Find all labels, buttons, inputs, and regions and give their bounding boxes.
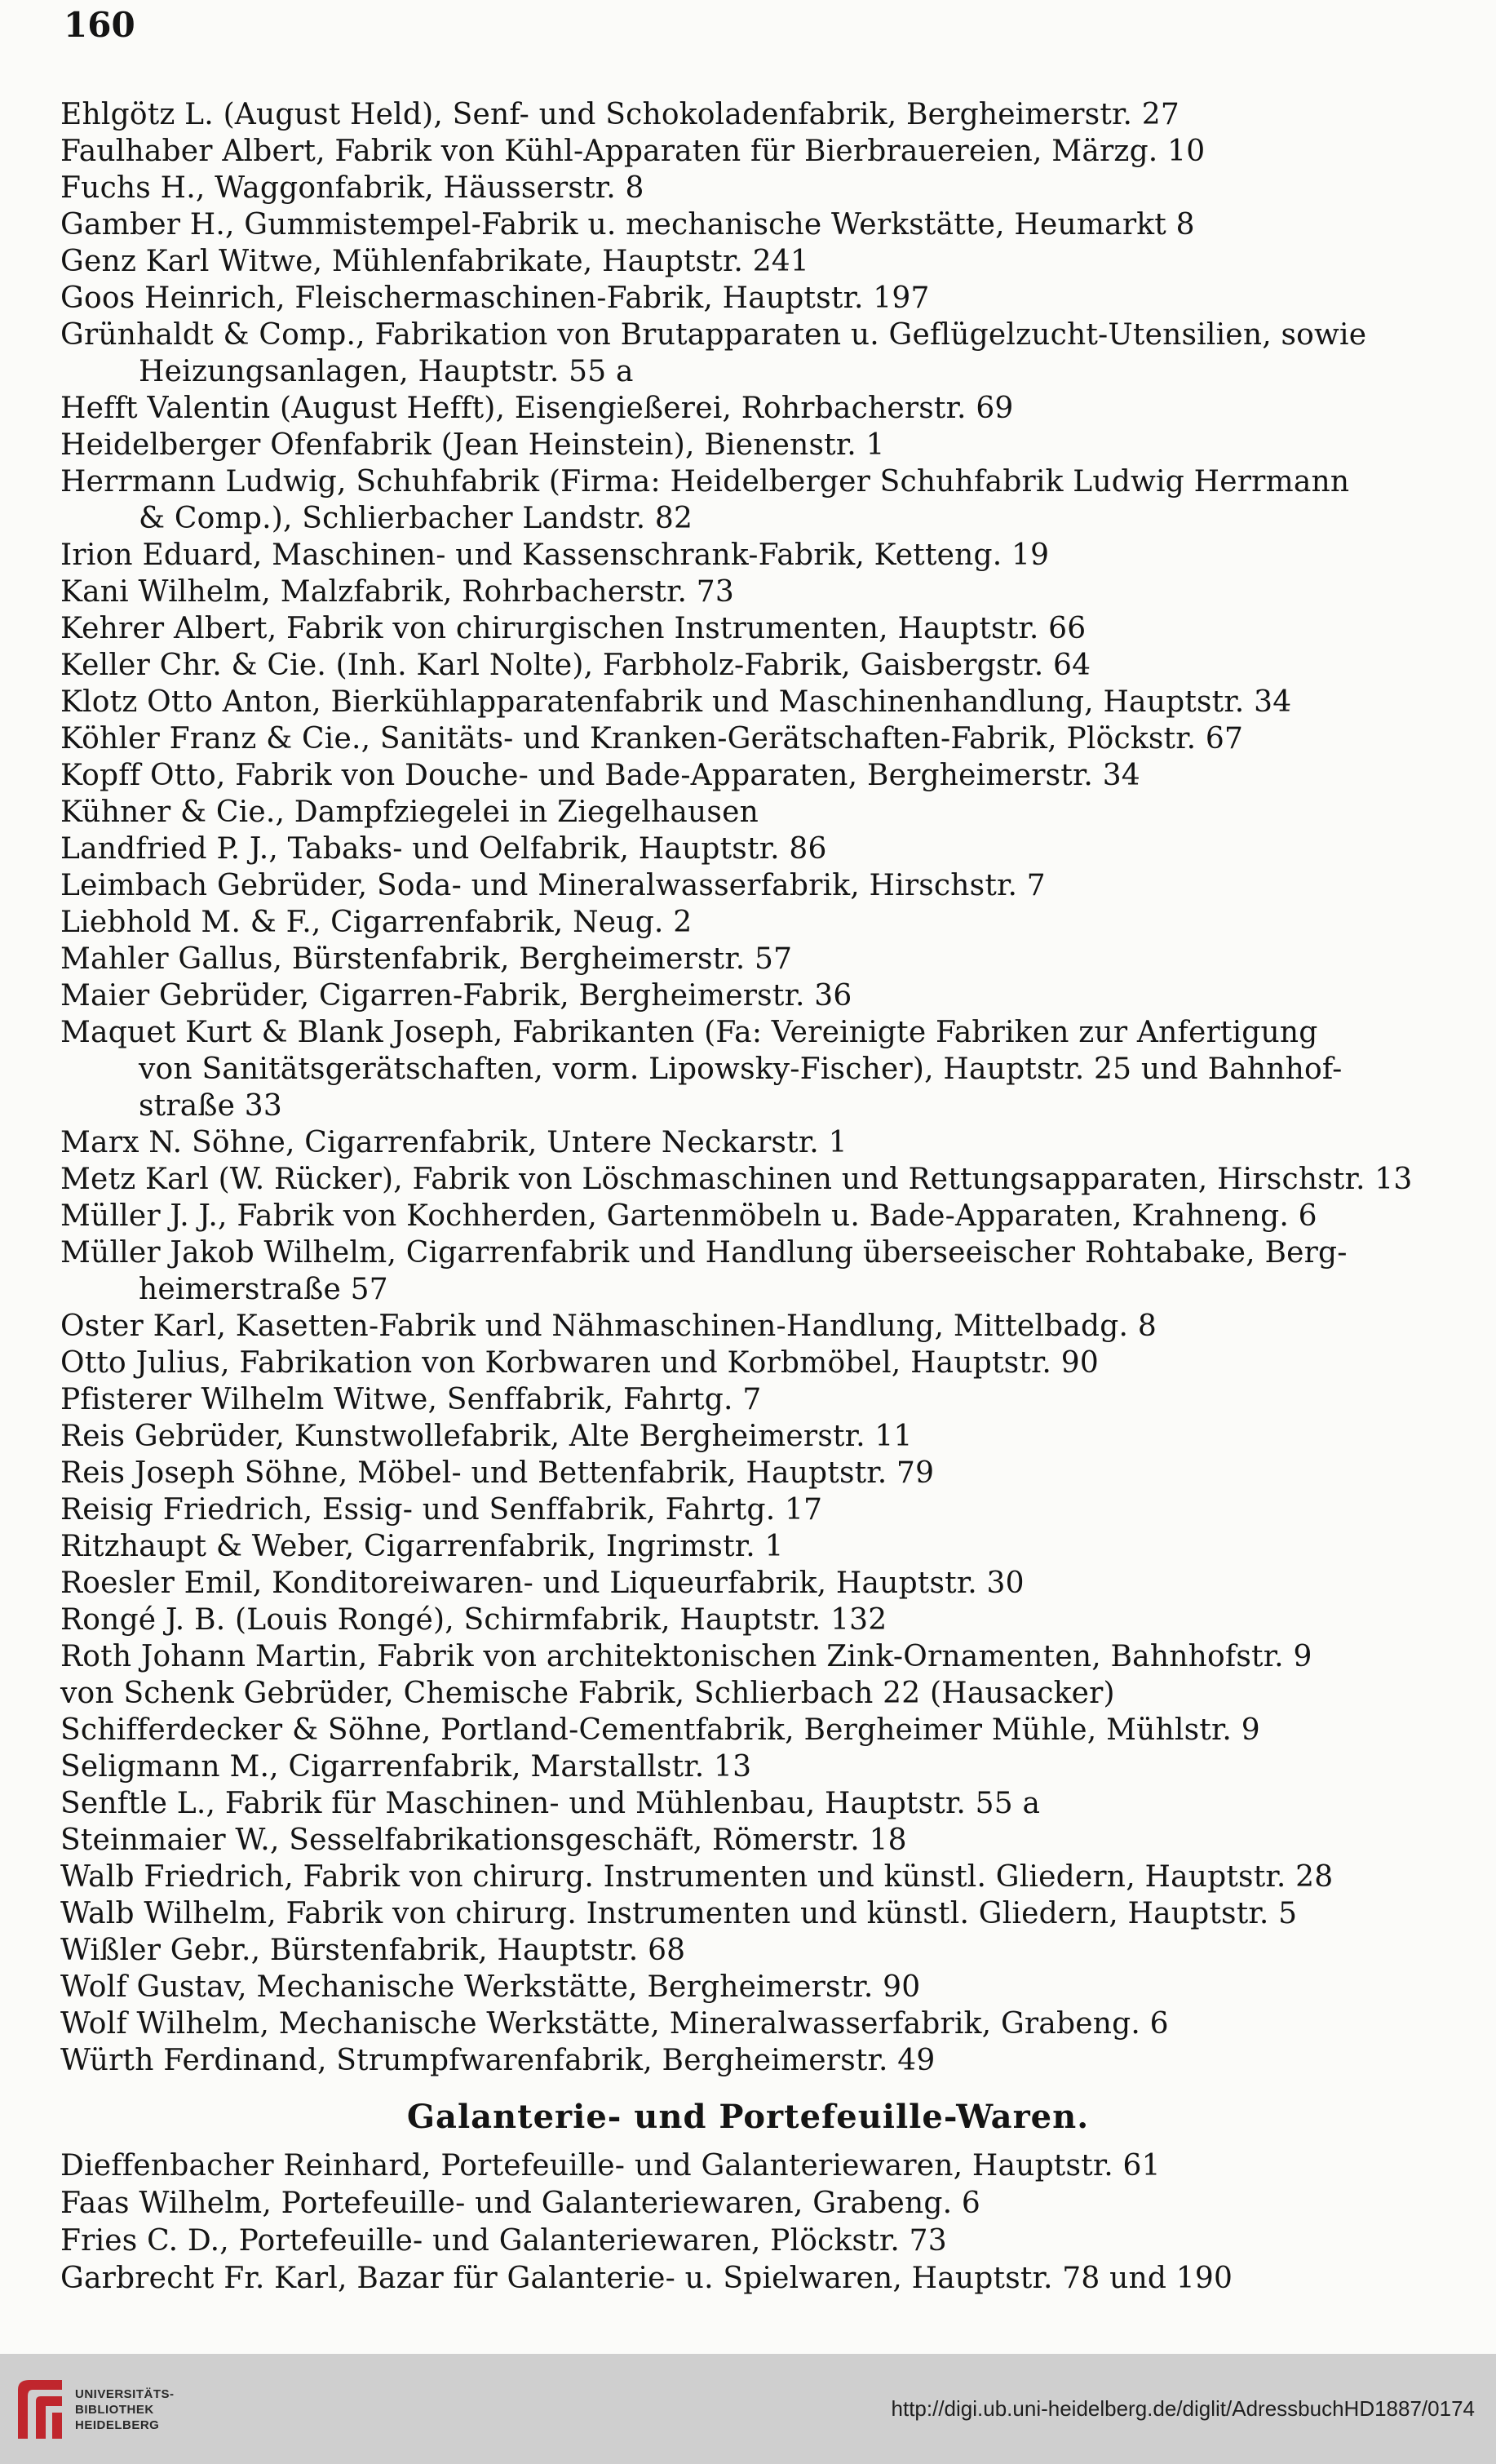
entry-text: Kehrer Albert, Fabrik von chirurgischen Instrumenten, Hauptstr. 66 (60, 612, 1087, 645)
entry-continuation: & Comp.), Schlierbacher Landstr. 82 (139, 502, 693, 535)
directory-entry (60, 574, 1414, 610)
directory-entry (60, 427, 1414, 463)
directory-entry (60, 317, 1414, 390)
entry-continuation: Heizungsanlagen, Hauptstr. 55 a (139, 355, 634, 388)
directory-entry (60, 831, 1414, 867)
entry-text: Goos Heinrich, Fleischermaschinen-Fabrik, Hauptstr. 197 (60, 281, 930, 315)
entry-text: Roesler Emil, Konditoreiwaren- und Liqueurfabrik, Hauptstr. 30 (60, 1567, 1025, 1600)
directory-entry (60, 2222, 1414, 2259)
entry-text: Pfisterer Wilhelm Witwe, Senffabrik, Fahrtg. 7 (60, 1383, 762, 1416)
directory-entry (60, 1822, 1414, 1859)
footer-bar (0, 2354, 1496, 2464)
library-name (75, 2386, 175, 2433)
directory-entry (60, 1859, 1414, 1895)
directory-entry (60, 1748, 1414, 1785)
directory-entry (60, 1198, 1414, 1234)
directory-entry (60, 463, 1414, 537)
entry-text: Oster Karl, Kasetten-Fabrik und Nähmaschinen-Handlung, Mittelbadg. 8 (60, 1310, 1157, 1343)
entry-text: Ehlgötz L. (August Held), Senf- und Schokoladenfabrik, Bergheimerstr. 27 (60, 98, 1180, 131)
directory-entry (60, 2147, 1414, 2184)
entry-text: Reis Gebrüder, Kunstwollefabrik, Alte Bergheimerstr. 11 (60, 1420, 913, 1453)
entry-text: Schifferdecker & Söhne, Portland-Cementfabrik, Bergheimer Mühle, Mühlstr. 9 (60, 1713, 1260, 1747)
entry-continuation: heimerstraße 57 (139, 1273, 388, 1306)
library-name-line: BIBLIOTHEK (75, 2403, 154, 2417)
entry-text: Wolf Gustav, Mechanische Werkstätte, Bergheimerstr. 90 (60, 1970, 921, 2004)
directory-entry (60, 390, 1414, 427)
directory-entry (60, 904, 1414, 941)
entry-continuation: straße 33 (139, 1089, 283, 1123)
entry-text: Wißler Gebr., Bürstenfabrik, Hauptstr. 68 (60, 1934, 686, 1967)
directory-entry (60, 2005, 1414, 2042)
entry-text: Roth Johann Martin, Fabrik von architektonischen Zink-Ornamenten, Bahnhofstr. 9 (60, 1640, 1312, 1673)
directory-entry (60, 941, 1414, 977)
entry-text: Keller Chr. & Cie. (Inh. Karl Nolte), Farbholz-Fabrik, Gaisbergstr. 64 (60, 649, 1091, 682)
directory-entry (60, 1381, 1414, 1418)
library-emblem-icon (11, 2373, 69, 2447)
entry-text: Maier Gebrüder, Cigarren-Fabrik, Bergheimerstr. 36 (60, 979, 852, 1013)
entry-text: Klotz Otto Anton, Bierkühlapparatenfabrik und Maschinenhandlung, Hauptstr. 34 (60, 685, 1292, 719)
entry-text: Köhler Franz & Cie., Sanitäts- und Kranken-Gerätschaften-Fabrik, Plöckstr. 67 (60, 722, 1244, 756)
entry-text: Kani Wilhelm, Malzfabrik, Rohrbacherstr. 73 (60, 575, 735, 609)
entry-text: von Schenk Gebrüder, Chemische Fabrik, Schlierbach 22 (Hausacker) (60, 1677, 1115, 1710)
directory-entry (60, 1308, 1414, 1345)
directory-entry (60, 280, 1414, 317)
source-url-link[interactable]: http://digi.ub.uni-heidelberg.de/diglit/AdressbuchHD1887/0174 (891, 2396, 1475, 2421)
directory-entry (60, 206, 1414, 243)
directory-entry (60, 794, 1414, 831)
entry-text: Otto Julius, Fabrikation von Korbwaren und Korbmöbel, Hauptstr. 90 (60, 1346, 1099, 1380)
directory-entry (60, 1491, 1414, 1528)
section-heading: Galanterie- und Portefeuille-Waren. (406, 2098, 1090, 2136)
entry-text: Ritzhaupt & Weber, Cigarrenfabrik, Ingrimstr. 1 (60, 1530, 784, 1563)
directory-entry (60, 1565, 1414, 1602)
entry-text: Walb Friedrich, Fabrik von chirurg. Instrumenten und künstl. Gliedern, Hauptstr. 28 (60, 1860, 1334, 1894)
entry-text: Genz Karl Witwe, Mühlenfabrikate, Hauptstr. 241 (60, 245, 810, 278)
entry-text: Metz Karl (W. Rücker), Fabrik von Löschmaschinen und Rettungsapparaten, Hirschstr. 13 (60, 1163, 1413, 1196)
directory-entry (60, 1124, 1414, 1161)
entry-text: Wolf Wilhelm, Mechanische Werkstätte, Mineralwasserfabrik, Grabeng. 6 (60, 2007, 1169, 2041)
entry-text: Hefft Valentin (August Hefft), Eisengießerei, Rohrbacherstr. 69 (60, 392, 1014, 425)
entry-text: Dieffenbacher Reinhard, Portefeuille- und Galanteriewaren, Hauptstr. 61 (60, 2149, 1161, 2183)
directory-entry (60, 610, 1414, 647)
entry-text: Steinmaier W., Sesselfabrikationsgeschäft, Römerstr. 18 (60, 1824, 907, 1857)
directory-entry (60, 1455, 1414, 1491)
directory-entry (60, 1161, 1414, 1198)
entry-text: Landfried P. J., Tabaks- und Oelfabrik, Hauptstr. 86 (60, 832, 827, 866)
directory-entry (60, 1675, 1414, 1712)
entry-text: Reisig Friedrich, Essig- und Senffabrik, Fahrtg. 17 (60, 1493, 823, 1527)
directory-entry (60, 1895, 1414, 1932)
entry-text: Heidelberger Ofenfabrik (Jean Heinstein), Bienenstr. 1 (60, 428, 885, 462)
directory-entry (60, 720, 1414, 757)
directory-entry (60, 1528, 1414, 1565)
directory-entry (60, 96, 1414, 133)
directory-entry (60, 2260, 1414, 2297)
entry-text: Faulhaber Albert, Fabrik von Kühl-Apparaten für Bierbrauereien, Märzg. 10 (60, 135, 1206, 168)
directory-entry (60, 867, 1414, 904)
directory-entry (60, 1014, 1414, 1124)
entry-text: Mahler Gallus, Bürstenfabrik, Bergheimerstr. 57 (60, 942, 793, 976)
directory-entry (60, 1638, 1414, 1675)
entry-text: Seligmann M., Cigarrenfabrik, Marstallstr. 13 (60, 1750, 752, 1784)
entry-text: Fuchs H., Waggonfabrik, Häusserstr. 8 (60, 171, 644, 205)
library-name-line: UNIVERSITÄTS- (75, 2387, 175, 2401)
library-name-line: HEIDELBERG (75, 2418, 160, 2432)
directory-entry (60, 2185, 1414, 2222)
entry-text: Fries C. D., Portefeuille- und Galanteriewaren, Plöckstr. 73 (60, 2224, 947, 2258)
entry-text: Müller Jakob Wilhelm, Cigarrenfabrik und Handlung überseeischer Rohtabake, Berg- (60, 1236, 1348, 1270)
directory-entry (60, 757, 1414, 794)
entry-text: Marx N. Söhne, Cigarrenfabrik, Untere Neckarstr. 1 (60, 1126, 848, 1159)
directory-entry (60, 170, 1414, 206)
directory-entry (60, 133, 1414, 170)
entry-text: Leimbach Gebrüder, Soda- und Mineralwasserfabrik, Hirschstr. 7 (60, 869, 1046, 902)
entry-text: Garbrecht Fr. Karl, Bazar für Galanterie- u. Spielwaren, Hauptstr. 78 und 190 (60, 2262, 1233, 2295)
entry-text: Liebhold M. & F., Cigarrenfabrik, Neug. 2 (60, 906, 693, 939)
entry-text: Irion Eduard, Maschinen- und Kassenschrank-Fabrik, Ketteng. 19 (60, 538, 1050, 572)
entry-text: Gamber H., Gummistempel-Fabrik u. mechanische Werkstätte, Heumarkt 8 (60, 208, 1195, 242)
page-number: 160 (64, 5, 135, 45)
entry-continuation: von Sanitätsgerätschaften, vorm. Lipowsky-Fischer), Hauptstr. 25 und Bahnhof- (139, 1053, 1343, 1086)
entry-text: Faas Wilhelm, Portefeuille- und Galanteriewaren, Grabeng. 6 (60, 2187, 980, 2220)
directory-entry (60, 243, 1414, 280)
directory-entry (60, 1602, 1414, 1638)
directory-entry (60, 1932, 1414, 1969)
entry-text: Würth Ferdinand, Strumpfwarenfabrik, Bergheimerstr. 49 (60, 2044, 936, 2077)
entry-text: Senftle L., Fabrik für Maschinen- und Mühlenbau, Hauptstr. 55 a (60, 1787, 1041, 1820)
directory-entry (60, 684, 1414, 720)
directory-entry (60, 2042, 1414, 2079)
entry-text: Kühner & Cie., Dampfziegelei in Ziegelhausen (60, 795, 759, 829)
directory-entry (60, 537, 1414, 574)
directory-entry (60, 977, 1414, 1014)
entry-text: Herrmann Ludwig, Schuhfabrik (Firma: Heidelberger Schuhfabrik Ludwig Herrmann (60, 465, 1350, 499)
directory-entry (60, 1234, 1414, 1308)
directory-entry (60, 1712, 1414, 1748)
entry-text: Maquet Kurt & Blank Joseph, Fabrikanten (Fa: Vereinigte Fabriken zur Anfertigung (60, 1016, 1318, 1049)
entry-text: Rongé J. B. (Louis Rongé), Schirmfabrik, Hauptstr. 132 (60, 1603, 887, 1637)
entry-text: Walb Wilhelm, Fabrik von chirurg. Instrumenten und künstl. Gliedern, Hauptstr. 5 (60, 1897, 1298, 1930)
directory-entry (60, 1969, 1414, 2005)
entry-text: Reis Joseph Söhne, Möbel- und Bettenfabrik, Hauptstr. 79 (60, 1456, 935, 1490)
directory-entry (60, 647, 1414, 684)
entry-text: Müller J. J., Fabrik von Kochherden, Gartenmöbeln u. Bade-Apparaten, Krahneng. 6 (60, 1199, 1317, 1233)
entry-text: Grünhaldt & Comp., Fabrikation von Brutapparaten u. Geflügelzucht-Utensilien, sowie (60, 318, 1367, 352)
directory-entry (60, 1418, 1414, 1455)
entry-text: Kopff Otto, Fabrik von Douche- und Bade-Apparaten, Bergheimerstr. 34 (60, 759, 1140, 792)
library-logo (11, 2373, 199, 2447)
directory-entry (60, 1345, 1414, 1381)
directory-entry (60, 1785, 1414, 1822)
